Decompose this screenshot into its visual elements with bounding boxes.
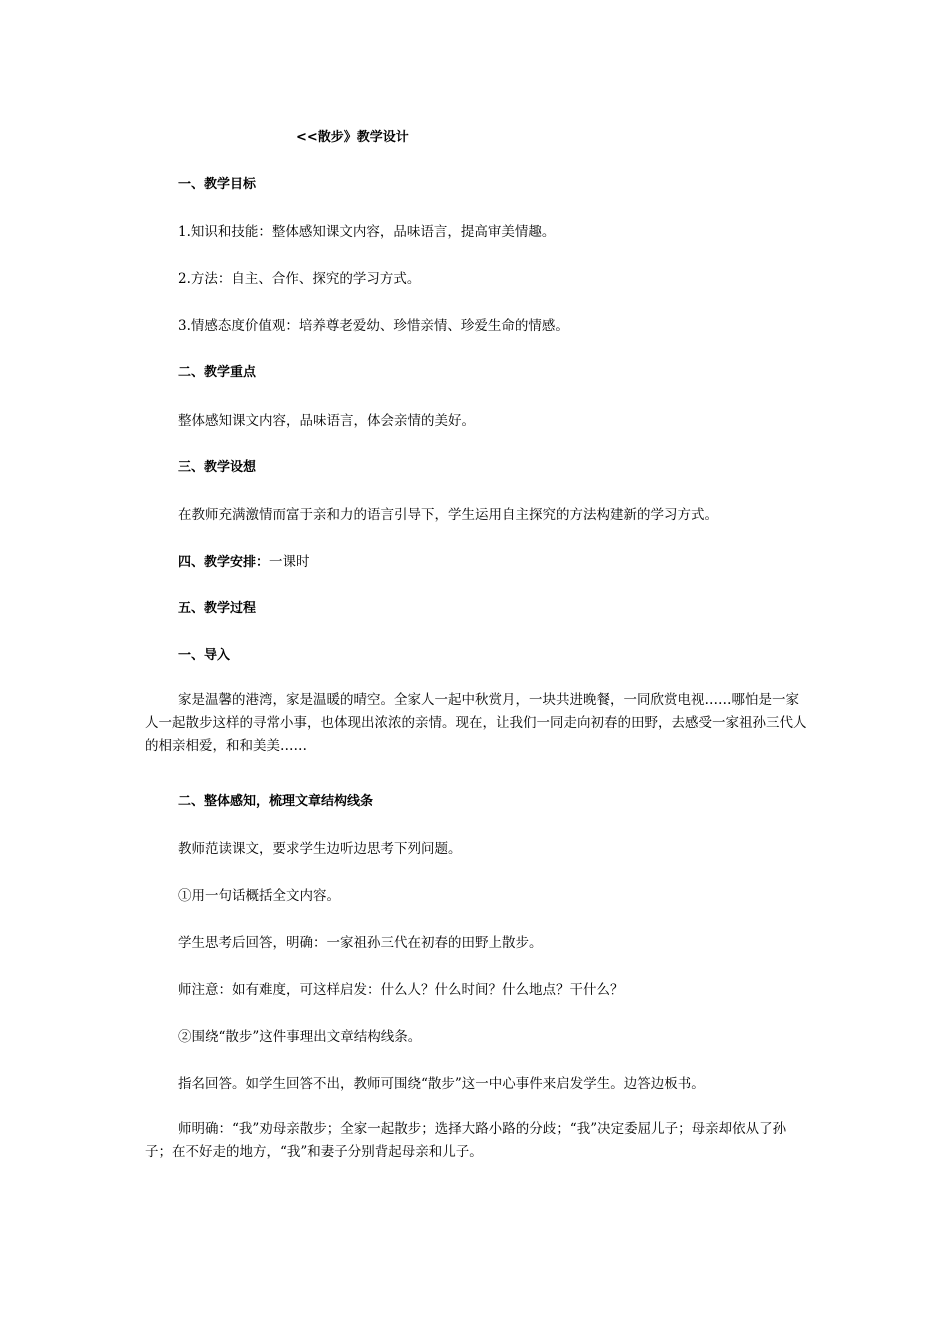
- question-item-1: ①用一句话概括全文内容。: [178, 888, 340, 904]
- question-1-note: 师注意：如有难度，可这样启发：什么人？什么时间？什么地点？干什么？: [178, 982, 624, 998]
- intro-paragraph: 家是温馨的港湾，家是温暖的晴空。全家人一起中秋赏月，一块共进晚餐，一同欣赏电视……哪怕是一家人一起散步这样的寻常小事，也体现出浓浓的亲情。现在，让我们一同走向初春的田野，去感受一家祖孙三代人的相亲相爱，和和美美……: [145, 692, 807, 754]
- section-heading-process: 五、教学过程: [178, 601, 257, 616]
- question-2-clarification: 师明确：“我”劝母亲散步；全家一起散步；选择大路小路的分歧；“我”决定委屈儿子；母亲却依从了孙子；在不好走的地方，“我”和妻子分别背起母亲和儿子。: [145, 1121, 787, 1160]
- question-1-answer: 学生思考后回答，明确：一家祖孙三代在初春的田野上散步。: [178, 935, 543, 951]
- subsection-heading-overview: 二、整体感知，梳理文章结构线条: [178, 794, 374, 809]
- schedule-value: 一课时: [269, 554, 310, 570]
- section-heading-focus: 二、教学重点: [178, 365, 257, 380]
- document-title: <<散步》教学设计: [296, 130, 409, 145]
- concept-paragraph: 在教师充满激情而富于亲和力的语言引导下，学生运用自主探究的方法构建新的学习方式。: [178, 507, 718, 523]
- schedule-heading: 四、教学安排：: [178, 555, 270, 570]
- subsection-heading-intro: 一、导入: [178, 648, 231, 663]
- reading-paragraph: 教师范读课文，要求学生边听边思考下列问题。: [178, 841, 462, 857]
- objective-item-2: 2.方法：自主、合作、探究的学习方式。: [178, 271, 421, 287]
- schedule-line: [178, 552, 310, 573]
- objective-item-3: 3.情感态度价值观：培养尊老爱幼、珍惜亲情、珍爱生命的情感。: [178, 318, 569, 334]
- section-heading-objectives: 一、教学目标: [178, 177, 257, 192]
- question-2-answer: 指名回答。如学生回答不出，教师可围绕“散步”这一中心事件来启发学生。边答边板书。: [178, 1076, 705, 1092]
- focus-paragraph: 整体感知课文内容，品味语言，体会亲情的美好。: [178, 413, 475, 429]
- objective-item-1: 1.知识和技能：整体感知课文内容，品味语言，提高审美情趣。: [178, 224, 556, 240]
- section-heading-concept: 三、教学设想: [178, 460, 257, 475]
- question-item-2: ②围绕“散步”这件事理出文章结构线条。: [178, 1029, 422, 1045]
